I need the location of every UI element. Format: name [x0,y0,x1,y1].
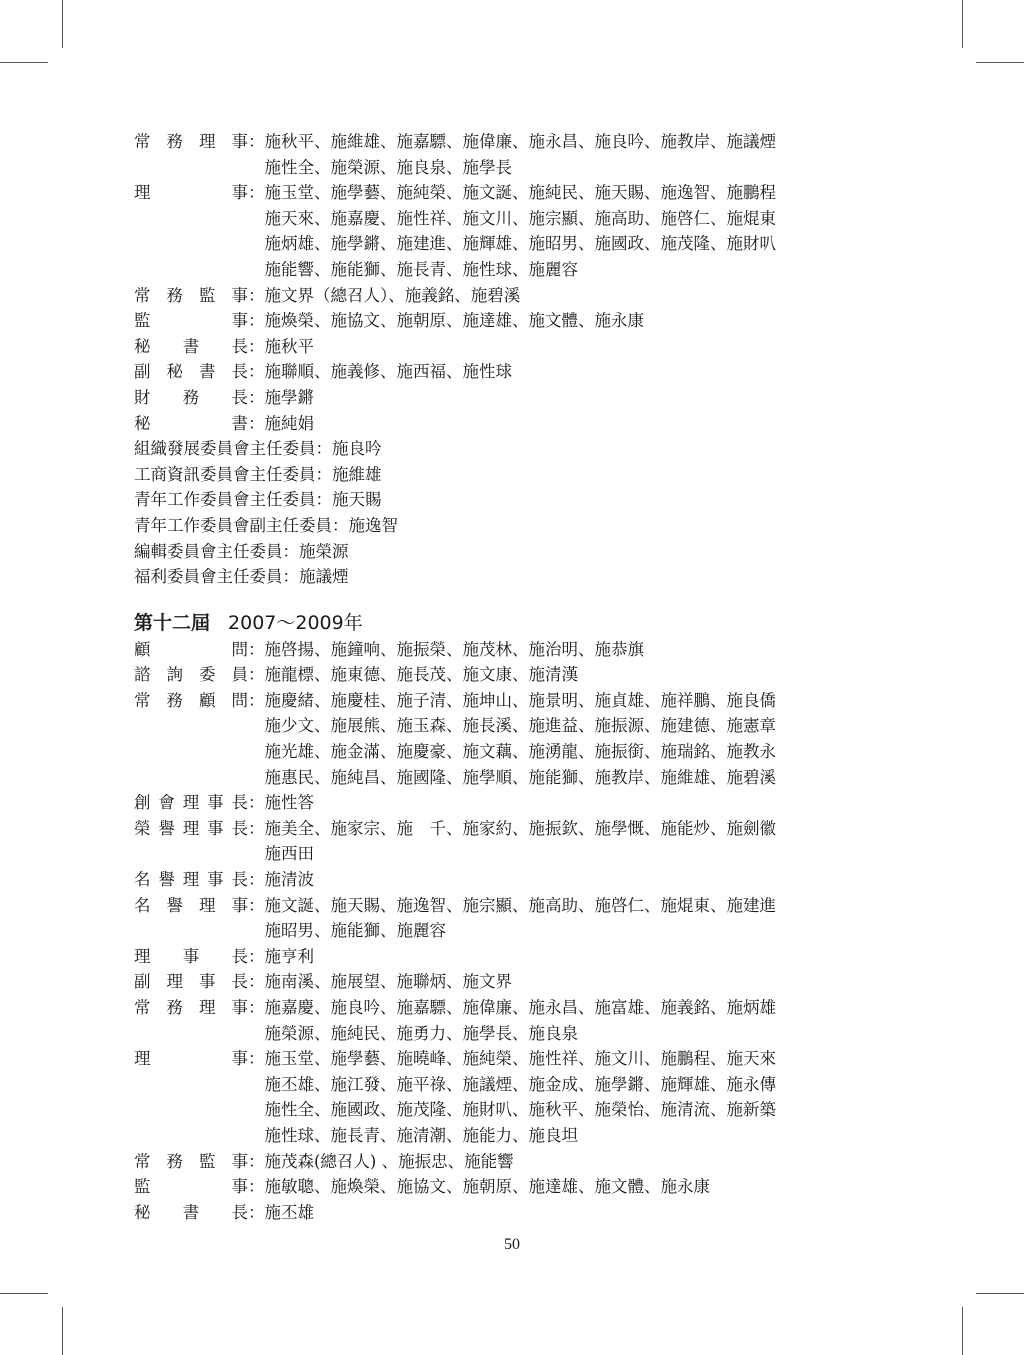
role-label [134,790,248,816]
roster-entry [134,129,854,180]
role-label-char: 長 [231,972,248,992]
member-names-line: 施西田 [264,844,314,864]
section-heading [134,610,854,636]
label-colon: ： [248,818,265,838]
role-label-char: 問 [231,690,248,710]
member-names-line: 施秋平、施維雄、施嘉驃、施偉廉、施永昌、施良吟、施教岸、施議煙 [264,132,776,151]
role-label-char: 事 [231,311,248,331]
label-colon: ： [248,311,265,331]
role-label-char: 理 [199,998,216,1017]
member-names [265,180,855,282]
crop-mark-left-bottom [0,1293,48,1294]
crop-mark-bottom-right [962,1307,963,1355]
roster-entry [134,969,854,995]
roster-entry [134,944,854,970]
role-label-char: 事 [231,1151,248,1171]
member-names-line: 施性球、施長青、施清潮、施能力、施良坦 [264,1125,578,1145]
role-label-char: 事 [231,1177,248,1197]
role-label [134,969,248,995]
page-content [134,129,854,1225]
committee-chair: 青年工作委員會主任委員：施天賜 [134,490,382,510]
label-colon: ： [248,183,265,203]
roster-entry [134,308,854,334]
crop-mark-bottom-left [62,1307,63,1355]
member-names-line: 施煥榮、施協文、施朝原、施達雄、施文體、施永康 [264,311,644,331]
role-label-char: 名 [134,870,151,890]
role-label-char: 書 [182,336,200,356]
member-names [265,1200,855,1226]
roster-entry [134,1200,854,1226]
role-label-char: 委 [199,665,216,685]
member-names [265,790,855,816]
member-names-line: 施學鏘 [264,387,314,407]
member-names [265,893,855,944]
role-label-char: 詢 [166,665,183,685]
role-label-char: 理 [134,183,151,203]
role-label-char: 事 [231,285,248,305]
member-names-line: 施啓揚、施鐘响、施振榮、施茂林、施治明、施恭旗 [264,639,644,659]
label-colon: ： [248,387,265,407]
roster-entry [134,688,854,790]
role-label-char: 書 [231,413,248,433]
label-colon: ： [248,1151,265,1171]
role-label-char: 常 [134,690,151,710]
member-names-line: 施性答 [264,793,314,813]
role-label-char: 常 [134,132,151,151]
role-label-char: 監 [134,311,151,331]
role-label-char: 譽 [158,870,175,890]
role-label-char: 事 [207,870,224,890]
committee-list [134,436,854,590]
role-label-char: 務 [166,998,183,1017]
member-names-line: 施丕雄、施江發、施平祿、施議煙、施金成、施學鏘、施輝雄、施永傳 [264,1074,776,1094]
crop-mark-top-left [62,0,63,48]
roster-entry [134,283,854,309]
member-names [265,637,855,663]
role-label-char: 譽 [166,895,183,915]
role-label-char: 事 [199,972,216,992]
role-label [134,867,248,893]
roster-entry [134,995,854,1046]
member-names [265,867,855,893]
term-title: 第十二屆 [134,611,211,634]
role-label [134,129,248,180]
role-label-char: 長 [231,946,248,966]
label-colon: ： [248,1049,265,1069]
roster-entry [134,893,854,944]
role-label-char: 副 [134,362,151,382]
role-label-char: 秘 [166,362,183,382]
role-label-char: 監 [134,1177,151,1197]
role-label-char: 理 [134,946,151,966]
crop-mark-top-right [962,0,963,48]
role-label-char: 長 [231,336,248,356]
role-label-char: 理 [182,870,200,890]
member-names [265,1046,855,1148]
member-names-line: 施玉堂、施學藝、施純榮、施文誕、施純民、施天賜、施逸智、施鵬程 [264,183,776,203]
roster-entry [134,790,854,816]
role-label [134,688,248,790]
role-label [134,283,248,309]
member-names-line: 施昭男、施能獅、施麗容 [264,921,446,941]
role-label [134,385,248,411]
role-label [134,308,248,334]
member-names-line: 施南溪、施展望、施聯炳、施文界 [264,972,512,992]
role-label-char: 事 [231,895,248,915]
committee-chair: 福利委員會主任委員：施議煙 [134,567,349,587]
member-names [265,995,855,1046]
member-names-line: 施丕雄 [264,1202,314,1222]
label-colon: ： [248,690,265,710]
crop-mark-right-bottom [976,1293,1024,1294]
label-colon: ： [248,972,265,992]
member-names [265,359,855,385]
member-names [265,816,855,867]
member-names [265,1174,855,1200]
role-label-char: 理 [182,793,200,813]
label-colon: ： [248,362,265,382]
member-names [265,688,855,790]
role-label-char: 長 [231,362,248,382]
role-label-char: 常 [134,1151,151,1171]
roster-entry [134,662,854,688]
role-label-char: 事 [231,183,248,203]
committee-chair: 工商資訊委員會主任委員：施維雄 [134,464,382,484]
role-label [134,893,248,944]
label-colon: ： [248,946,265,966]
member-names-line: 施純娟 [264,413,314,433]
role-label-char: 事 [207,793,224,813]
member-names [265,283,855,309]
roster-entry [134,334,854,360]
member-names [265,944,855,970]
roster-entry [134,385,854,411]
role-label-char: 長 [231,870,248,890]
member-names-line: 施少文、施展熊、施玉森、施長溪、施進益、施振源、施建德、施憲章 [264,716,776,736]
roster-entry [134,637,854,663]
role-label-char: 諮 [134,665,151,685]
member-names-line: 施光雄、施金滿、施慶豪、施文藕、施湧龍、施振銜、施瑞銘、施教永 [264,742,776,762]
role-label-char: 理 [166,972,183,992]
role-label-char: 顧 [199,690,216,710]
member-names-line: 施秋平 [264,336,314,356]
member-names-line: 施榮源、施純民、施勇力、施學長、施良泉 [264,1023,578,1043]
role-label-char: 財 [134,387,151,407]
role-label-char: 會 [158,793,175,813]
member-names [265,129,855,180]
member-names-line: 施亨利 [264,946,314,966]
role-label-char: 長 [231,387,248,407]
role-label-char: 員 [231,665,248,685]
role-label-char: 常 [134,998,151,1017]
label-colon: ： [248,639,265,659]
member-names [265,385,855,411]
role-label-char: 理 [199,895,216,915]
member-names-line: 施能響、施能獅、施長青、施性球、施麗容 [264,259,578,279]
role-label-char: 務 [166,690,183,710]
member-names-line: 施玉堂、施學藝、施曉峰、施純榮、施性祥、施文川、施鵬程、施天來 [264,1049,776,1069]
role-label [134,1046,248,1148]
member-names-line: 施敏聰、施煥榮、施協文、施朝原、施達雄、施文體、施永康 [264,1177,710,1197]
role-label-char: 務 [166,285,183,305]
role-label-char: 理 [134,1049,151,1069]
crop-mark-left-top [0,62,48,63]
label-colon: ： [248,1177,265,1197]
committee-chair: 編輯委員會主任委員：施榮源 [134,541,349,561]
role-label-char: 理 [182,818,200,838]
role-label-char: 長 [231,793,248,813]
label-colon: ： [248,132,265,151]
member-names-line: 施聯順、施義修、施西福、施性球 [264,362,512,382]
member-names [265,969,855,995]
member-names-line: 施性全、施榮源、施良泉、施學長 [264,157,512,177]
member-names [265,334,855,360]
member-names-line: 施龍標、施東德、施長茂、施文康、施清漢 [264,665,578,685]
role-label [134,334,248,360]
member-names-line: 施文誕、施天賜、施逸智、施宗顯、施高助、施啓仁、施焜東、施建進 [264,895,776,915]
term-years: 2007～2009年 [228,611,363,634]
member-names-line: 施天來、施嘉慶、施性祥、施文川、施宗顯、施高助、施啓仁、施焜東 [264,208,776,228]
member-names-line: 施清波 [264,870,314,890]
label-colon: ： [248,895,265,915]
role-label-char: 監 [199,1151,216,1171]
roster-entry [134,816,854,867]
role-label-char: 問 [231,639,248,659]
roster-entry [134,1174,854,1200]
role-label [134,1149,248,1175]
member-names [265,308,855,334]
committee-chair: 青年工作委員會副主任委員：施逸智 [134,515,398,535]
label-colon: ： [248,793,265,813]
role-label-char: 秘 [134,413,151,433]
role-label [134,180,248,282]
role-label-char: 常 [134,285,151,305]
roster-entry [134,180,854,282]
label-colon: ： [248,665,265,685]
role-label [134,637,248,663]
member-names-line: 施慶緒、施慶桂、施子清、施坤山、施景明、施貞雄、施祥鵬、施良僑 [264,690,776,710]
role-label-char: 務 [182,387,200,407]
role-label-char: 事 [207,818,224,838]
member-names [265,1149,855,1175]
member-names-line: 施炳雄、施學鏘、施建進、施輝雄、施昭男、施國政、施茂隆、施財叭 [264,234,776,254]
label-colon: ： [248,336,265,356]
role-label-char: 書 [199,362,216,382]
role-label-char: 創 [134,793,151,813]
role-label-char: 事 [182,946,200,966]
twelfth-term-roster [134,637,854,1226]
role-label-char: 事 [231,1049,248,1069]
role-label [134,995,248,1046]
label-colon: ： [248,413,265,433]
roster-entry [134,1046,854,1148]
role-label-char: 秘 [134,336,151,356]
role-label [134,411,248,437]
member-names [265,411,855,437]
role-label-char: 譽 [158,818,175,838]
page-number: 50 [504,1236,520,1253]
role-label-char: 長 [231,1202,248,1222]
role-label-char: 顧 [134,639,151,659]
role-label-char: 榮 [134,818,151,838]
role-label [134,1200,248,1226]
label-colon: ： [248,285,265,305]
roster-entry [134,411,854,437]
role-label [134,359,248,385]
role-label-char: 事 [231,998,248,1017]
member-names-line: 施惠民、施純昌、施國隆、施學順、施能獅、施教岸、施維雄、施碧溪 [264,767,776,787]
label-colon: ： [248,870,265,890]
role-label [134,1174,248,1200]
member-names-line: 施文界（總召人）、施義銘、施碧溪 [264,285,521,305]
role-label [134,662,248,688]
role-label-char: 理 [199,132,216,151]
roster-entry [134,867,854,893]
role-label-char: 名 [134,895,151,915]
role-label-char: 秘 [134,1202,151,1222]
roster-entry [134,359,854,385]
role-label-char: 長 [231,818,248,838]
member-names-line: 施性全、施國政、施茂隆、施財叭、施秋平、施榮怡、施清流、施新築 [264,1100,776,1120]
role-label [134,944,248,970]
committee-chair: 組織發展委員會主任委員：施良吟 [134,439,382,459]
member-names-line: 施嘉慶、施良吟、施嘉驃、施偉廉、施永昌、施富雄、施義銘、施炳雄 [264,998,776,1017]
role-label [134,816,248,867]
role-label-char: 副 [134,972,151,992]
role-label-char: 監 [199,285,216,305]
role-label-char: 務 [166,1151,183,1171]
member-names-line: 施茂森(總召人) 、施振忠、施能響 [264,1151,514,1171]
role-label-char: 務 [166,132,183,151]
crop-mark-right-top [976,62,1024,63]
roster-entry [134,1149,854,1175]
member-names-line: 施美全、施家宗、施 千、施家約、施振欽、施學慨、施能炒、施劍徽 [264,818,776,838]
role-label-char: 書 [182,1202,200,1222]
role-label-char: 事 [231,132,248,151]
label-colon: ： [248,998,265,1017]
member-names [265,662,855,688]
label-colon: ： [248,1202,265,1222]
previous-term-roster [134,129,854,436]
